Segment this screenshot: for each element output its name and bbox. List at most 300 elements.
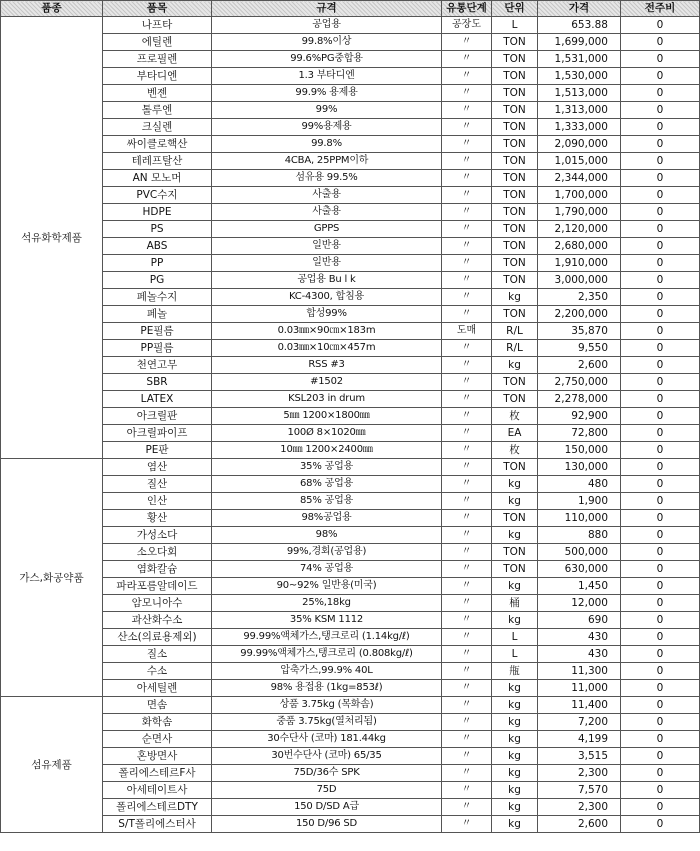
weekly-change-cell: 0 [621,255,700,272]
price-cell: 1,700,000 [538,187,621,204]
spec-cell: 90~92% 일반용(미국) [212,578,442,595]
weekly-change-cell: 0 [621,816,700,833]
price-cell: 880 [538,527,621,544]
weekly-change-cell: 0 [621,408,700,425]
header-unit: 단위 [492,1,538,17]
unit-cell: kg [492,357,538,374]
table-row [1,510,700,527]
item-name-cell: 벤젠 [103,85,212,102]
weekly-change-cell: 0 [621,629,700,646]
weekly-change-cell: 0 [621,391,700,408]
price-cell: 430 [538,629,621,646]
unit-cell: TON [492,85,538,102]
category-cell: 섬유제품 [1,697,103,833]
table-row [1,153,700,170]
unit-cell: TON [492,170,538,187]
distribution-stage-cell: 〃 [442,170,492,187]
distribution-stage-cell: 〃 [442,102,492,119]
price-cell: 150,000 [538,442,621,459]
spec-cell: 10㎜ 1200×2400㎜ [212,442,442,459]
item-name-cell: 염산 [103,459,212,476]
weekly-change-cell: 0 [621,680,700,697]
spec-cell: 100Ø 8×1020㎜ [212,425,442,442]
item-name-cell: 천연고무 [103,357,212,374]
table-row [1,289,700,306]
table-row [1,85,700,102]
table-row [1,561,700,578]
weekly-change-cell: 0 [621,17,700,34]
table-row [1,68,700,85]
spec-cell: KC-4300, 합침용 [212,289,442,306]
spec-cell: 99%용제용 [212,119,442,136]
item-name-cell: 아세테이트사 [103,782,212,799]
unit-cell: TON [492,459,538,476]
table-row [1,731,700,748]
distribution-stage-cell: 〃 [442,289,492,306]
unit-cell: L [492,646,538,663]
weekly-change-cell: 0 [621,51,700,68]
table-row [1,255,700,272]
item-name-cell: 혼방면사 [103,748,212,765]
item-name-cell: 아세틸렌 [103,680,212,697]
distribution-stage-cell: 〃 [442,765,492,782]
unit-cell: TON [492,374,538,391]
unit-cell: kg [492,680,538,697]
unit-cell: kg [492,782,538,799]
weekly-change-cell: 0 [621,102,700,119]
price-cell: 1,450 [538,578,621,595]
unit-cell: TON [492,510,538,527]
price-cell: 2,600 [538,816,621,833]
unit-cell: kg [492,816,538,833]
header-spec: 규격 [212,1,442,17]
price-cell: 630,000 [538,561,621,578]
weekly-change-cell: 0 [621,765,700,782]
price-cell: 35,870 [538,323,621,340]
unit-cell: kg [492,527,538,544]
price-cell: 12,000 [538,595,621,612]
spec-cell: 5㎜ 1200×1800㎜ [212,408,442,425]
category-cell: 가스,화공약품 [1,459,103,697]
table-row [1,357,700,374]
weekly-change-cell: 0 [621,323,700,340]
unit-cell: kg [492,476,538,493]
table-row [1,119,700,136]
unit-cell: kg [492,612,538,629]
table-row [1,799,700,816]
table-row [1,306,700,323]
weekly-change-cell: 0 [621,153,700,170]
table-row [1,323,700,340]
table-row [1,459,700,476]
table-row [1,238,700,255]
unit-cell: TON [492,255,538,272]
item-name-cell: PVC수지 [103,187,212,204]
item-name-cell: 싸이클로핵산 [103,136,212,153]
price-cell: 1,530,000 [538,68,621,85]
table-row [1,442,700,459]
spec-cell: 74% 공업용 [212,561,442,578]
distribution-stage-cell: 〃 [442,425,492,442]
item-name-cell: 크실렌 [103,119,212,136]
price-cell: 3,515 [538,748,621,765]
spec-cell: 섬유용 99.5% [212,170,442,187]
spec-cell: GPPS [212,221,442,238]
item-name-cell: 에틸렌 [103,34,212,51]
weekly-change-cell: 0 [621,697,700,714]
item-name-cell: ABS [103,238,212,255]
spec-cell: 사출용 [212,187,442,204]
weekly-change-cell: 0 [621,85,700,102]
table-row [1,17,700,34]
price-cell: 4,199 [538,731,621,748]
weekly-change-cell: 0 [621,340,700,357]
price-cell: 11,000 [538,680,621,697]
distribution-stage-cell: 〃 [442,680,492,697]
table-row [1,595,700,612]
price-cell: 7,200 [538,714,621,731]
item-name-cell: 나프타 [103,17,212,34]
distribution-stage-cell: 도매 [442,323,492,340]
unit-cell: TON [492,391,538,408]
spec-cell: 150 D/96 SD [212,816,442,833]
table-body [1,17,700,833]
unit-cell: TON [492,153,538,170]
item-name-cell: 폴리에스테르DTY [103,799,212,816]
spec-cell: KSL203 in drum [212,391,442,408]
distribution-stage-cell: 〃 [442,153,492,170]
weekly-change-cell: 0 [621,425,700,442]
item-name-cell: 페놀 [103,306,212,323]
price-cell: 2,120,000 [538,221,621,238]
item-name-cell: 면솜 [103,697,212,714]
table-row [1,578,700,595]
unit-cell: kg [492,493,538,510]
table-row [1,816,700,833]
weekly-change-cell: 0 [621,238,700,255]
table-row [1,646,700,663]
spec-cell: 99.99%액체가스,탱크로리 (1.14kg/ℓ) [212,629,442,646]
weekly-change-cell: 0 [621,799,700,816]
spec-cell: 99.8% [212,136,442,153]
price-cell: 2,300 [538,765,621,782]
unit-cell: TON [492,187,538,204]
item-name-cell: 소오다회 [103,544,212,561]
weekly-change-cell: 0 [621,187,700,204]
unit-cell: 枚 [492,442,538,459]
price-cell: 92,900 [538,408,621,425]
item-name-cell: 인산 [103,493,212,510]
distribution-stage-cell: 〃 [442,136,492,153]
unit-cell: kg [492,748,538,765]
table-row [1,136,700,153]
item-name-cell: 부타디엔 [103,68,212,85]
spec-cell: 99.8%이상 [212,34,442,51]
price-cell: 1,513,000 [538,85,621,102]
weekly-change-cell: 0 [621,731,700,748]
item-name-cell: AN 모노머 [103,170,212,187]
header-price: 가격 [538,1,621,17]
weekly-change-cell: 0 [621,612,700,629]
distribution-stage-cell: 〃 [442,663,492,680]
distribution-stage-cell: 〃 [442,714,492,731]
price-cell: 1,900 [538,493,621,510]
weekly-change-cell: 0 [621,646,700,663]
unit-cell: TON [492,119,538,136]
distribution-stage-cell: 〃 [442,51,492,68]
unit-cell: TON [492,68,538,85]
table-row [1,714,700,731]
weekly-change-cell: 0 [621,714,700,731]
item-name-cell: S/T폴리에스터사 [103,816,212,833]
table-row [1,408,700,425]
weekly-change-cell: 0 [621,442,700,459]
item-name-cell: 프로필렌 [103,51,212,68]
distribution-stage-cell: 〃 [442,408,492,425]
price-cell: 2,600 [538,357,621,374]
spec-cell: 공업용 Bu l k [212,272,442,289]
weekly-change-cell: 0 [621,663,700,680]
weekly-change-cell: 0 [621,357,700,374]
item-name-cell: 아크릴파이프 [103,425,212,442]
item-name-cell: PS [103,221,212,238]
header-category: 품종 [1,1,103,17]
spec-cell: 압축가스,99.9% 40L [212,663,442,680]
unit-cell: kg [492,578,538,595]
price-cell: 653.88 [538,17,621,34]
price-cell: 2,090,000 [538,136,621,153]
item-name-cell: 산소(의료용제외) [103,629,212,646]
weekly-change-cell: 0 [621,306,700,323]
price-cell: 2,300 [538,799,621,816]
distribution-stage-cell: 공장도 [442,17,492,34]
table-row [1,765,700,782]
price-cell: 11,300 [538,663,621,680]
price-cell: 2,750,000 [538,374,621,391]
table-row [1,663,700,680]
distribution-stage-cell: 〃 [442,255,492,272]
weekly-change-cell: 0 [621,476,700,493]
price-cell: 1,015,000 [538,153,621,170]
distribution-stage-cell: 〃 [442,476,492,493]
distribution-stage-cell: 〃 [442,646,492,663]
weekly-change-cell: 0 [621,374,700,391]
distribution-stage-cell: 〃 [442,272,492,289]
spec-cell: 98%공업용 [212,510,442,527]
weekly-change-cell: 0 [621,221,700,238]
item-name-cell: 질산 [103,476,212,493]
price-cell: 1,699,000 [538,34,621,51]
unit-cell: TON [492,136,538,153]
table-row [1,391,700,408]
distribution-stage-cell: 〃 [442,187,492,204]
spec-cell: 1.3 부타디엔 [212,68,442,85]
table-row [1,102,700,119]
weekly-change-cell: 0 [621,748,700,765]
item-name-cell: 암모니아수 [103,595,212,612]
spec-cell: 합성99% [212,306,442,323]
spec-cell: 150 D/SD A급 [212,799,442,816]
distribution-stage-cell: 〃 [442,442,492,459]
distribution-stage-cell: 〃 [442,68,492,85]
price-cell: 430 [538,646,621,663]
spec-cell: 25%,18kg [212,595,442,612]
table-row [1,51,700,68]
price-cell: 1,333,000 [538,119,621,136]
unit-cell: kg [492,697,538,714]
weekly-change-cell: 0 [621,68,700,85]
unit-cell: 甁 [492,663,538,680]
table-header [1,1,700,17]
spec-cell: 35% 공업용 [212,459,442,476]
unit-cell: kg [492,289,538,306]
distribution-stage-cell: 〃 [442,816,492,833]
table-row [1,187,700,204]
price-cell: 1,313,000 [538,102,621,119]
spec-cell: 68% 공업용 [212,476,442,493]
distribution-stage-cell: 〃 [442,697,492,714]
spec-cell: 0.03㎜×90㎝×183m [212,323,442,340]
item-name-cell: PG [103,272,212,289]
item-name-cell: 톨루엔 [103,102,212,119]
table-row [1,425,700,442]
spec-cell: 99%,경회(공업용) [212,544,442,561]
distribution-stage-cell: 〃 [442,340,492,357]
price-cell: 130,000 [538,459,621,476]
spec-cell: 4CBA, 25PPM이하 [212,153,442,170]
table-row [1,680,700,697]
spec-cell: 사출용 [212,204,442,221]
weekly-change-cell: 0 [621,136,700,153]
table-row [1,272,700,289]
table-row [1,340,700,357]
weekly-change-cell: 0 [621,204,700,221]
price-cell: 1,910,000 [538,255,621,272]
spec-cell: #1502 [212,374,442,391]
distribution-stage-cell: 〃 [442,85,492,102]
spec-cell: 99.6%PG중합용 [212,51,442,68]
price-cell: 1,531,000 [538,51,621,68]
unit-cell: kg [492,765,538,782]
distribution-stage-cell: 〃 [442,561,492,578]
distribution-stage-cell: 〃 [442,544,492,561]
distribution-stage-cell: 〃 [442,629,492,646]
table-row [1,476,700,493]
unit-cell: TON [492,561,538,578]
table-row [1,374,700,391]
price-cell: 2,278,000 [538,391,621,408]
price-cell: 2,200,000 [538,306,621,323]
spec-cell: 30수단사 (코마) 181.44kg [212,731,442,748]
weekly-change-cell: 0 [621,782,700,799]
price-cell: 480 [538,476,621,493]
item-name-cell: 과산화수소 [103,612,212,629]
price-cell: 11,400 [538,697,621,714]
distribution-stage-cell: 〃 [442,357,492,374]
item-name-cell: LATEX [103,391,212,408]
header-row [1,1,700,17]
distribution-stage-cell: 〃 [442,527,492,544]
weekly-change-cell: 0 [621,272,700,289]
distribution-stage-cell: 〃 [442,306,492,323]
price-cell: 1,790,000 [538,204,621,221]
spec-cell: 일반용 [212,238,442,255]
spec-cell: RSS #3 [212,357,442,374]
distribution-stage-cell: 〃 [442,748,492,765]
table-row [1,612,700,629]
unit-cell: TON [492,102,538,119]
price-cell: 7,570 [538,782,621,799]
unit-cell: TON [492,272,538,289]
weekly-change-cell: 0 [621,119,700,136]
category-cell: 석유화학제품 [1,17,103,459]
table-row [1,697,700,714]
item-name-cell: PE필름 [103,323,212,340]
table-row [1,204,700,221]
spec-cell: 상품 3.75kg (목화솜) [212,697,442,714]
item-name-cell: PE판 [103,442,212,459]
item-name-cell: 테레프탈산 [103,153,212,170]
item-name-cell: 가성소다 [103,527,212,544]
item-name-cell: PP필름 [103,340,212,357]
weekly-change-cell: 0 [621,34,700,51]
unit-cell: L [492,17,538,34]
table-row [1,629,700,646]
spec-cell: 35% KSM 1112 [212,612,442,629]
distribution-stage-cell: 〃 [442,119,492,136]
weekly-change-cell: 0 [621,170,700,187]
unit-cell: kg [492,799,538,816]
item-name-cell: HDPE [103,204,212,221]
distribution-stage-cell: 〃 [442,782,492,799]
spec-cell: 98% 용접용 (1kg=853ℓ) [212,680,442,697]
unit-cell: TON [492,544,538,561]
spec-cell: 75D/36수 SPK [212,765,442,782]
item-name-cell: 화학솜 [103,714,212,731]
distribution-stage-cell: 〃 [442,612,492,629]
table-row [1,527,700,544]
price-cell: 3,000,000 [538,272,621,289]
price-cell: 690 [538,612,621,629]
unit-cell: TON [492,34,538,51]
distribution-stage-cell: 〃 [442,799,492,816]
table-row [1,544,700,561]
distribution-stage-cell: 〃 [442,238,492,255]
unit-cell: kg [492,714,538,731]
item-name-cell: 페놀수지 [103,289,212,306]
spec-cell: 30번수단사 (코마) 65/35 [212,748,442,765]
header-stage: 유통단계 [442,1,492,17]
distribution-stage-cell: 〃 [442,493,492,510]
price-cell: 110,000 [538,510,621,527]
distribution-stage-cell: 〃 [442,595,492,612]
distribution-stage-cell: 〃 [442,459,492,476]
unit-cell: 枚 [492,408,538,425]
distribution-stage-cell: 〃 [442,374,492,391]
weekly-change-cell: 0 [621,544,700,561]
table-row [1,782,700,799]
header-weekly-change: 전주비 [621,1,700,17]
item-name-cell: 황산 [103,510,212,527]
price-cell: 500,000 [538,544,621,561]
spec-cell: 85% 공업용 [212,493,442,510]
price-cell: 2,680,000 [538,238,621,255]
weekly-change-cell: 0 [621,527,700,544]
distribution-stage-cell: 〃 [442,510,492,527]
spec-cell: 중품 3.75kg(열처리됨) [212,714,442,731]
item-name-cell: 폴리에스테르F사 [103,765,212,782]
item-name-cell: 파라포름알데이드 [103,578,212,595]
